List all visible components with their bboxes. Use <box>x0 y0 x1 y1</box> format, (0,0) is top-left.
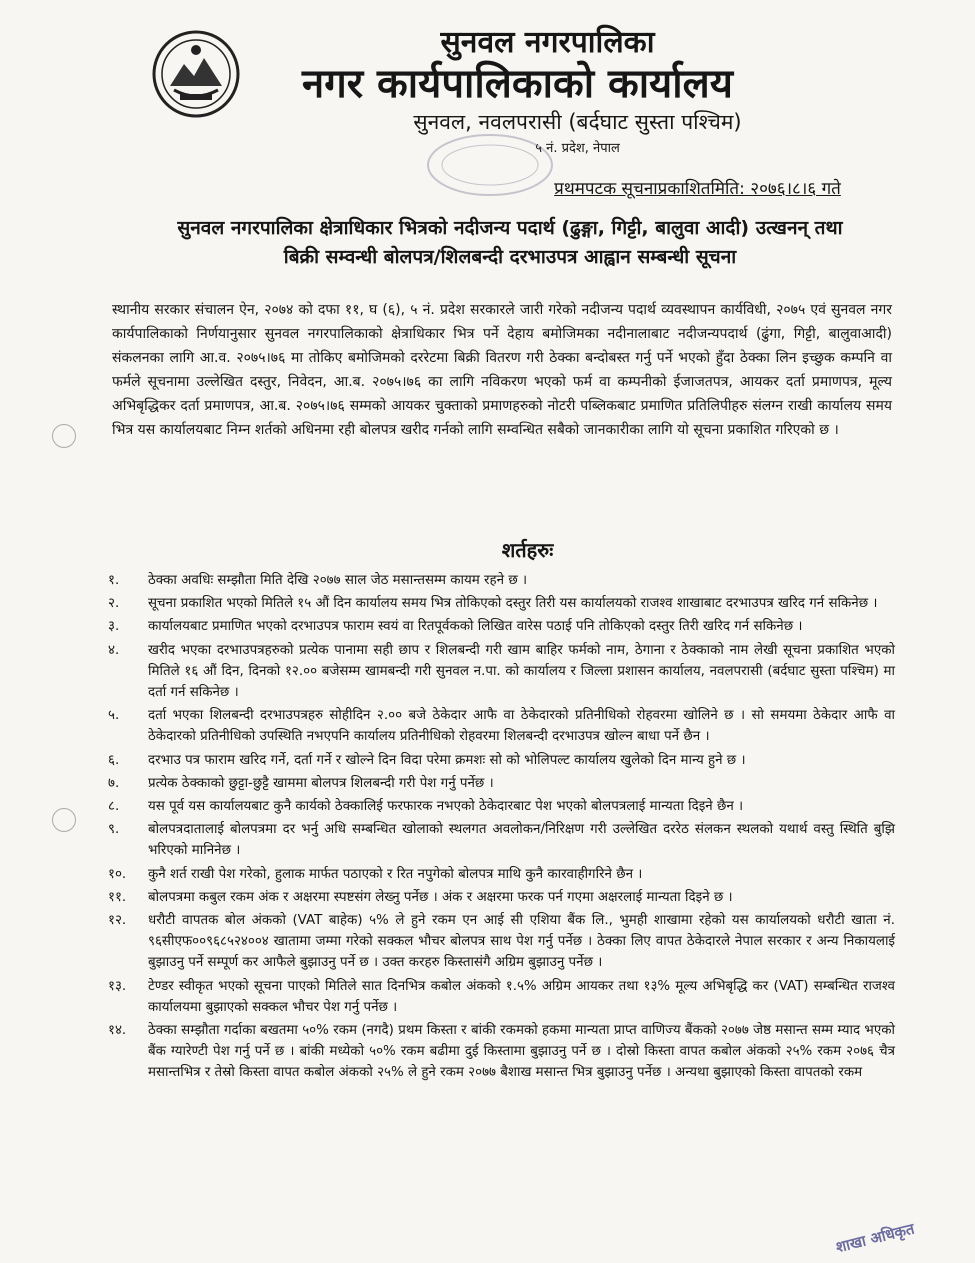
condition-number: ६. <box>108 752 120 768</box>
province-line: ५ नं. प्रदेश, नेपाल <box>535 141 620 156</box>
condition-item <box>100 570 895 591</box>
condition-item <box>100 593 895 614</box>
condition-text: दरभाउ पत्र फाराम खरिद गर्ने, दर्ता गर्ने र खोल्ने दिन विदा परेमा क्रमशः सो को भोलिपल्ट कार्यालय खुलेको दिन मान्य हुने छ । <box>148 752 746 768</box>
condition-number: १. <box>108 573 120 588</box>
condition-text: खरीद भएका दरभाउपत्रहरुको प्रत्येक पानामा सही छाप र शिलबन्दी गरी खाम बाहिर फर्मको नाम, ठेगाना र ठेक्काको नाम लेखी सूचना प्रकाशित भएको मितिले १६ औं दिन, दिनको १२.०० बजेसम्म खामबन्दी गरी सुनवल न.पा. को कार्यालय र जिल्ला प्रशासन कार्यालय, नवलपरासी (बर्दघाट सुस्ता पश्चिम) मा दर्ता गर्न सकिनेछ । <box>148 642 895 701</box>
condition-text: धरौटी वापतक बोल अंकको (VAT बाहेक) ५% ले हुने रकम एन आई सी एशिया बैंक लि., भुमही शाखामा रहेको यस कार्यालयको धरौटी खाता नं. ९६सीएफ००९६८५२४००४ खातामा जम्मा गरेको सक्कल भौचर बोलपत्र साथ पेश गर्नु पर्नेछ । ठेक्का लिए वापत ठेकेदारले नेपाल सरकार र अन्य निकायलाई बुझाउनु पर्ने सम्पूर्ण कर आफैले बुझाउनु पर्ने छ । उक्त करहरु किस्तासंगै अग्रिम बुझाउनु पर्नेछ । <box>148 913 895 971</box>
condition-text: बोलपत्रमा कबुल रकम अंक र अक्षरमा स्पष्टसंग लेख्नु पर्नेछ । अंक र अक्षरमा फरक पर्न गएमा अक्षरलाई मान्यता दिइने छ । <box>148 889 733 905</box>
condition-item <box>100 887 895 908</box>
officer-stamp: शाखा अधिकृत <box>834 1219 917 1257</box>
condition-text: यस पूर्व यस कार्यालयबाट कुनै कार्यको ठेक्कालिई फरफारक नभएको ठेकेदारबाट पेश भएको बोलपत्रलाई मान्यता दिइने छैन । <box>148 799 744 815</box>
condition-number: ५. <box>108 708 120 724</box>
condition-item <box>100 616 895 637</box>
punch-hole-mark <box>52 424 76 448</box>
condition-item <box>100 773 895 794</box>
condition-text: दर्ता भएका शिलबन्दी दरभाउपत्रहरु सोहीदिन २.०० बजे ठेकेदार आफै वा ठेकेदारको प्रतिनीधिको रोहवरमा खोलिने छ । सो समयमा ठेकेदार आफै वा ठेकेदारको प्रतिनीधिको उपस्थिति नभएपनि कार्यालय प्रतिनीधिको रोहवरमा शिलबन्दी दरभाउपत्र खोल्न बाधा पर्ने छैन । <box>148 708 895 745</box>
condition-number: २. <box>108 596 120 612</box>
notice-subject <box>130 214 890 272</box>
condition-item <box>100 819 895 861</box>
publication-date: प्रथमपटक सूचनाप्रकाशितमिति: २०७६।८।६ गते <box>554 179 841 199</box>
municipality-name: सुनवल नगरपालिका <box>440 25 655 60</box>
condition-item <box>100 910 895 974</box>
condition-number: ७. <box>108 775 120 791</box>
condition-text: कुनै शर्त राखी पेश गरेको, हुलाक मार्फत पठाएको र रित नपुगेको बोलपत्र माथि कुनै कारवाहीगरिने छैन । <box>148 866 643 882</box>
condition-number: १४. <box>108 1023 127 1039</box>
punch-hole-mark <box>52 808 76 832</box>
condition-text: टेण्डर स्वीकृत भएको सूचना पाएको मितिले सात दिनभित्र कबोल अंकको १.५% अग्रिम आयकर तथा १३% मूल्य अभिबृद्धि कर (VAT) सम्बन्धित राजश्व कार्यालयमा बुझाएको सक्कल भौचर पेश गर्नु पर्नेछ । <box>148 978 895 1015</box>
condition-number: १२. <box>108 913 127 929</box>
condition-item <box>100 796 895 817</box>
condition-item <box>100 1020 895 1084</box>
condition-item <box>100 750 895 771</box>
condition-number: ९. <box>108 822 120 838</box>
condition-number: ११. <box>108 889 127 905</box>
office-name: नगर कार्यपालिकाको कार्यालय <box>302 61 733 107</box>
condition-number: १३. <box>108 978 127 994</box>
condition-item <box>100 640 895 704</box>
condition-number: ८. <box>108 799 120 815</box>
subject-line: सुनवल नगरपालिका क्षेत्राधिकार भित्रको नदीजन्य पदार्थ (ढुङ्गा, गिट्टी, बालुवा आदी) उत्खनन् तथा <box>177 217 843 239</box>
condition-text: प्रत्येक ठेक्काको छुट्टा-छुट्टै खाममा बोलपत्र शिलबन्दी गरी पेश गर्नु पर्नेछ । <box>148 775 494 791</box>
conditions-list <box>100 570 895 1086</box>
condition-item <box>100 705 895 747</box>
condition-number: १०. <box>108 866 127 882</box>
condition-item <box>100 976 895 1018</box>
condition-text: ठेक्का अवधिः सम्झौता मिति देखि २०७७ साल जेठ मसान्तसम्म कायम रहने छ । <box>148 573 528 588</box>
condition-text: सूचना प्रकाशित भएको मितिले १५ औं दिन कार्यालय समय भित्र तोकिएको दस्तुर तिरी यस कार्यालयको राजश्व शाखाबाट दरभाउपत्र खरिद गर्न सकिनेछ । <box>148 596 878 612</box>
condition-text: ठेक्का सम्झौता गर्दाका बखतमा ५०% रकम (नगदै) प्रथम किस्ता र बांकी रकमको हकमा मान्यता प्राप्त वाणिज्य बैंकको २०७७ जेष्ठ मसान्त सम्म म्याद भएको बैंक ग्यारेण्टी पेश गर्नु पर्ने छ । बांकी मध्येको ५०% रकम बढीमा दुई किस्तामा बुझाउनु पर्ने छ । दोस्रो किस्ता वापत कबोल अंकको २५% रकम २०७६ चैत्र मसान्तभित्र र तेस्रो किस्ता वापत कबोल अंकको २५% ले हुने रकम २०७७ बैशाख मसान्त भित्र बुझाउनु पर्नेछ । अन्यथा बुझाएको किस्ता वापतको रकम <box>148 1023 895 1081</box>
condition-item <box>100 864 895 885</box>
subject-line: बिक्री सम्वन्धी बोलपत्र/शिलबन्दी दरभाउपत्र आह्वान सम्बन्धी सूचना <box>283 246 737 268</box>
condition-number: ४. <box>108 642 120 658</box>
condition-text: कार्यालयबाट प्रमाणित भएको दरभाउपत्र फाराम स्वयं वा रितपूर्वकको लिखित वारेस पठाई पनि तोकिएको दस्तुर तिरी खरिद गर्न सकिनेछ । <box>148 619 803 635</box>
condition-text: बोलपत्रदातालाई बोलपत्रमा दर भर्नु अधि सम्बन्धित खोलाको स्थलगत अवलोकन/निरिक्षण गरी उल्लेखित दररेठ संलकन स्थलको यथार्थ वस्तु स्थिति बुझि भरिएको मानिनेछ । <box>148 822 895 859</box>
intro-paragraph: स्थानीय सरकार संचालन ऐन, २०७४ को दफा ११, घ (६), ५ नं. प्रदेश सरकारले जारी गरेको नदीजन्य पदार्थ व्यवस्थापन कार्यविधी, २०७५ एवं सुनवल नगर कार्यपालिकाको निर्णयानुसार सुनवल नगरपालिकाको क्षेत्राधिकार भित्र पर्ने देहाय बमोजिमका नदीनालाबाट नदीजन्यपदार्थ (ढुंगा, गिट्टी, बालुवाआदी) संकलनका लागि आ.व. २०७५।७६ मा तोकिए बमोजिमको दररेटमा बिक्री वितरण गरी ठेक्का बन्दोबस्त गर्नु पर्ने भएको हुँदा ठेक्का लिन इच्छुक कम्पनि वा फर्मले सूचनामा उल्लेखित दस्तुर, निवेदन, आ.ब. २०७५।७६ का लागि नविकरण भएको फर्म वा कम्पनीको ईजाजतपत्र, आयकर दर्ता प्रमाणपत्र, मूल्य अभिबृद्धिकर दर्ता प्रमाणपत्र, आ.ब. २०७५।७६ सम्मको आयकर चुक्ताको प्रमाणहरुको नोटरी पब्लिकबाट प्रमाणित प्रतिलिपीहरु संलग्न राखी कार्यालय समय भित्र यस कार्यालयबाट निम्न शर्तको अधिनमा रही बोलपत्र खरीद गर्नको लागि सम्वन्धित सबैको जानकारीका लागि यो सूचना प्रकाशित गरिएको छ । <box>112 302 892 438</box>
condition-number: ३. <box>108 619 120 635</box>
conditions-heading: शर्तहरुः <box>501 538 554 562</box>
office-address: सुनवल, नवलपरासी (बर्दघाट सुस्ता पश्चिम) <box>413 110 742 134</box>
